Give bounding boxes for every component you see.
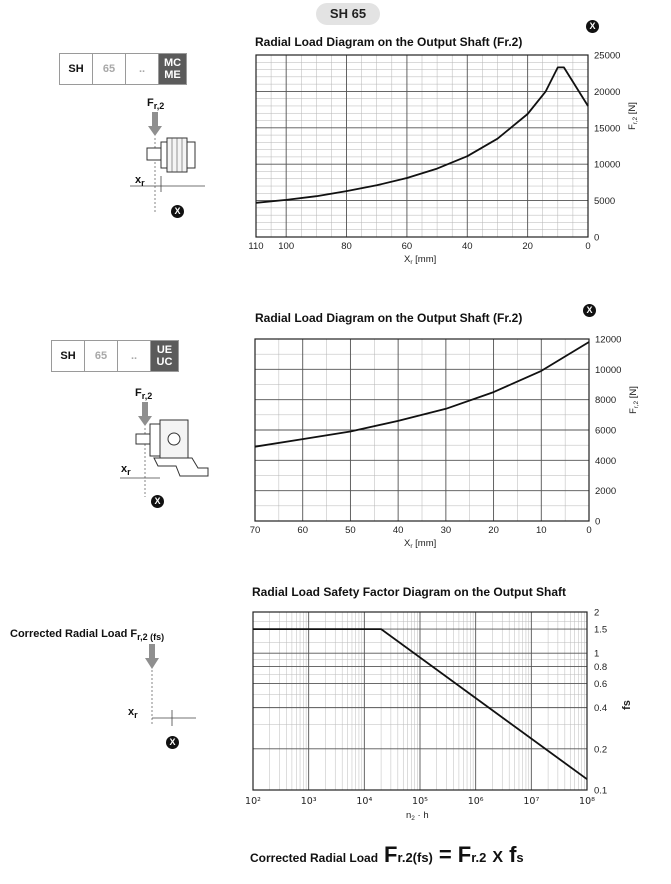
formula-f-sub: s xyxy=(516,850,524,865)
chart1-x-tick-label: 60 xyxy=(401,241,413,252)
xr-subscript: r xyxy=(134,710,138,721)
xr-subscript: r xyxy=(127,467,131,478)
corrected-force-symbol: Corrected Radial Load F xyxy=(10,628,138,640)
corrected-force-subscript: r,2 (fs) xyxy=(137,632,165,643)
chart2-x-tick-label: 30 xyxy=(440,525,452,536)
code-sh: SH xyxy=(60,54,93,84)
chart3-x-axis-label: $n_2 \cdot h$ xyxy=(406,810,429,822)
chart3-y-tick-label: 0.8 xyxy=(594,661,608,673)
force-symbol: F xyxy=(147,97,154,109)
formula-times: X xyxy=(492,849,504,866)
chart3-x-tick-label: 10² xyxy=(245,796,261,807)
chart2-x-tick-label: 60 xyxy=(297,525,309,536)
chart2-y-tick-label: 0 xyxy=(595,516,601,528)
chart3-x-tick-label: 10⁵ xyxy=(412,796,428,807)
chart3-y-tick-label: 1 xyxy=(594,648,600,660)
code-version-2: UC xyxy=(156,356,173,368)
drawing3-x-marker: X xyxy=(166,736,179,749)
chart1-x-tick-label: 80 xyxy=(341,241,352,252)
chart3-y-tick-label: 0.2 xyxy=(594,744,608,756)
chart3-x-tick-label: 10⁶ xyxy=(467,796,484,807)
xr-symbol: x xyxy=(135,174,142,186)
chart3-y-axis-label: fs xyxy=(621,700,633,710)
formula-rhs xyxy=(458,842,487,868)
chart1-x-tick-label: 20 xyxy=(522,241,533,252)
code-version-1: UE xyxy=(156,344,173,356)
chart2-x-tick-label: 10 xyxy=(535,525,547,536)
chart1-x-tick-label: 0 xyxy=(585,241,591,252)
chart3-y-tick-label: 0.6 xyxy=(594,679,608,691)
chart1-y-axis-label: $F_{r,2}$ [N] xyxy=(627,102,639,130)
chart2-x-tick-label: 50 xyxy=(345,525,356,536)
chart1-y-tick-label: 10000 xyxy=(594,159,621,171)
code-size: 65 xyxy=(85,341,118,371)
chart1-x-tick-label: 40 xyxy=(461,241,473,252)
formula-fs xyxy=(509,842,524,868)
code-version-2: ME xyxy=(164,69,181,81)
code-version-1: MC xyxy=(163,57,182,69)
chart2-x-axis-label: $X_r$ [mm] xyxy=(404,538,437,550)
xr-subscript: r xyxy=(141,178,145,189)
formula-lead: Corrected Radial Load xyxy=(250,851,379,865)
chart3-x-tick-label: 10⁷ xyxy=(523,796,540,807)
chart3-y-tick-label: 1.5 xyxy=(594,624,608,636)
formula-rhs-symbol: F xyxy=(457,842,472,867)
code-dots: .. xyxy=(126,54,159,84)
code-size: 65 xyxy=(93,54,126,84)
chart2-y-tick-label: 2000 xyxy=(595,486,617,498)
chart2-y-tick-label: 4000 xyxy=(595,455,617,467)
chart1-y-tick-label: 15000 xyxy=(594,123,621,135)
chart1-y-tick-label: 5000 xyxy=(594,196,616,208)
formula-f: f xyxy=(509,842,517,867)
chart3-y-tick-label: 0.1 xyxy=(594,785,608,797)
chart3-x-tick-label: 10⁴ xyxy=(356,796,373,807)
chart1-title: Radial Load Diagram on the Output Shaft (Fr.2) xyxy=(255,35,523,49)
chart2-x-tick-label: 40 xyxy=(392,525,404,536)
chart2-y-tick-label: 8000 xyxy=(595,395,617,407)
chart2-x-tick-label: 70 xyxy=(249,525,261,536)
chart1-x-tick-label: 100 xyxy=(278,241,295,252)
chart3-y-tick-label: 0.4 xyxy=(594,703,608,715)
corrected-load-formula xyxy=(250,842,524,868)
chart3-x-tick-label: 10⁸ xyxy=(579,796,595,807)
chart1-x-tick-label: 110 xyxy=(248,241,264,252)
formula-lhs xyxy=(384,842,433,868)
xr-symbol: x xyxy=(128,706,135,718)
formula-rhs-sub: r.2 xyxy=(471,850,487,865)
chart2-y-tick-label: 10000 xyxy=(595,364,622,376)
force-symbol: F xyxy=(135,387,142,399)
chart1-y-tick-label: 25000 xyxy=(594,50,621,62)
chart2-x-tick-label: 20 xyxy=(488,525,499,536)
chart3-x-tick-label: 10³ xyxy=(300,796,317,807)
chart1-x-axis-label: $X_r$ [mm] xyxy=(404,254,437,266)
formula-equals: = xyxy=(438,842,452,867)
chart3-title: Radial Load Safety Factor Diagram on the Output Shaft xyxy=(252,585,567,599)
force-subscript: r,2 xyxy=(141,391,153,402)
code-sh: SH xyxy=(52,341,85,371)
chart1-y-tick-label: 20000 xyxy=(594,86,621,98)
chart3-y-tick-label: 2 xyxy=(594,607,600,619)
chart2-title: Radial Load Diagram on the Output Shaft (Fr.2) xyxy=(255,311,523,325)
series-badge: SH 65 xyxy=(316,3,380,25)
chart1-y-tick-label: 0 xyxy=(594,232,600,244)
chart1-x-marker: X xyxy=(586,20,599,33)
formula-lhs-symbol: F xyxy=(384,842,398,867)
chart2-y-tick-label: 12000 xyxy=(595,334,622,346)
chart2-y-tick-label: 6000 xyxy=(595,425,617,437)
chart2-y-axis-label: $F_{r,2}$ [N] xyxy=(628,386,640,414)
code-dots: .. xyxy=(118,341,151,371)
force-subscript: r,2 xyxy=(153,101,165,112)
chart2-x-marker: X xyxy=(583,304,596,317)
xr-symbol: x xyxy=(121,463,128,475)
formula-lhs-sub: r.2(fs) xyxy=(397,850,433,865)
drawing1-x-marker: X xyxy=(171,205,184,218)
chart2-x-tick-label: 0 xyxy=(586,525,592,536)
drawing2-x-marker: X xyxy=(151,495,164,508)
